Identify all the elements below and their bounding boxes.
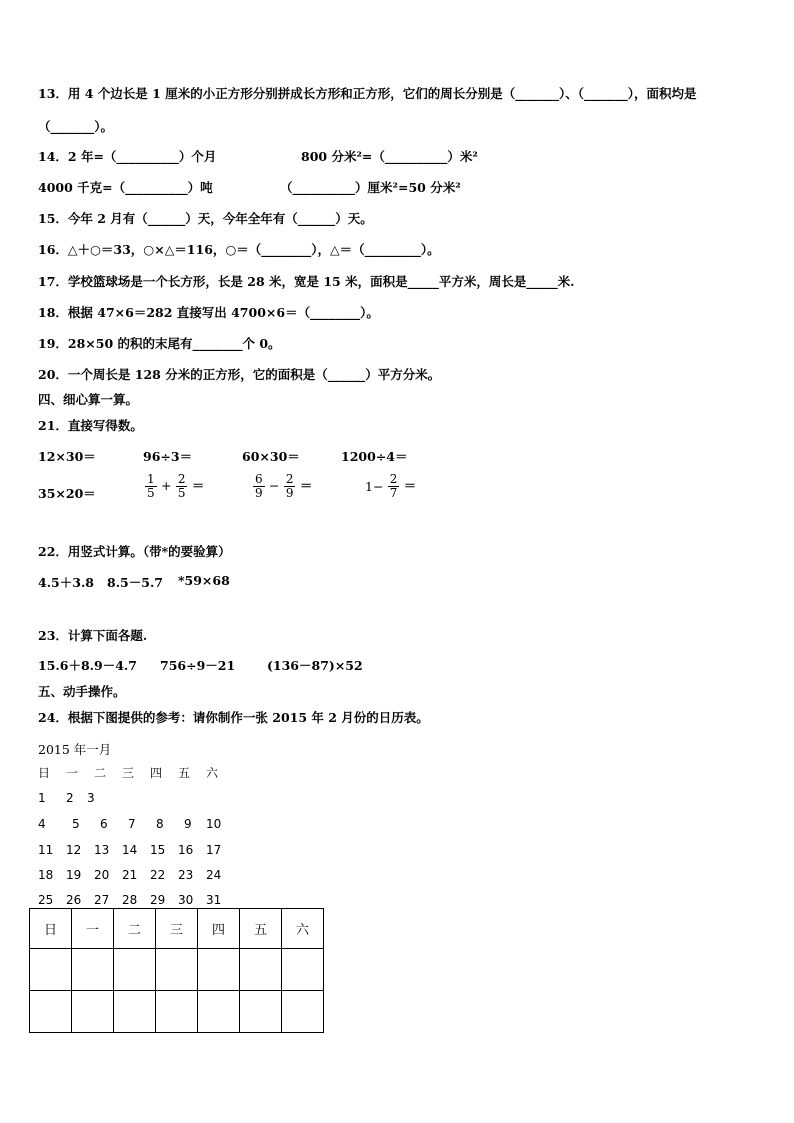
q21-item-2: 96÷3＝ <box>143 449 193 464</box>
q21-item-5: 35×20＝ <box>38 486 96 501</box>
question-15: 15．今年 2 月有（______）天，今年全年有（______）天。 <box>38 211 373 226</box>
calendar-day: 25 <box>38 893 54 907</box>
question-22-title: 22．用竖式计算。（带*的要验算） <box>38 544 231 559</box>
calendar-day: 2 <box>66 791 74 805</box>
q21-fraction-sum: $\frac{1}{5}$ + $\frac{2}{5}$ ＝ <box>147 472 205 500</box>
fraction-1-5: $\frac{1}{5}$ <box>147 472 155 500</box>
blank-cell[interactable] <box>282 991 324 1033</box>
calendar-day: 31 <box>206 893 222 907</box>
q22-item-1: 4.5＋3.8 <box>38 575 94 590</box>
weekday-sun: 日 <box>38 766 51 780</box>
calendar-day: 29 <box>150 893 166 907</box>
fraction-2-7: $\frac{2}{7}$ <box>389 472 398 500</box>
question-13-line1: 13．用 4 个边长是 1 厘米的小正方形分别拼成长方形和正方形，它们的周长分别是（_______）、（_______），面积均是 <box>38 86 697 101</box>
calendar-day: 20 <box>94 868 110 882</box>
blank-cell[interactable] <box>156 949 198 991</box>
header-tue: 二 <box>114 909 156 949</box>
blank-cell[interactable] <box>198 949 240 991</box>
q21-item-4: 1200÷4＝ <box>341 449 408 464</box>
fraction-2-5: $\frac{2}{5}$ <box>177 472 186 500</box>
calendar-day: 11 <box>38 843 54 857</box>
header-sun: 日 <box>30 909 72 949</box>
blank-cell[interactable] <box>240 949 282 991</box>
header-thu: 四 <box>198 909 240 949</box>
question-14-dm2-m2: 800 分米²=（__________）米² <box>301 149 478 164</box>
q23-item-2: 756÷9－21 <box>160 658 236 673</box>
calendar-day: 8 <box>156 817 164 831</box>
fraction-6-9: $\frac{6}{9}$ <box>255 472 263 500</box>
calendar-day: 3 <box>87 791 95 805</box>
question-19: 19．28×50 的积的末尾有________个 0。 <box>38 336 281 351</box>
calendar-day: 13 <box>94 843 110 857</box>
blank-cell[interactable] <box>156 991 198 1033</box>
calendar-day: 23 <box>178 868 194 882</box>
question-23-title: 23．计算下面各题. <box>38 628 148 643</box>
question-13-line2: （_______）。 <box>38 119 114 134</box>
header-mon: 一 <box>72 909 114 949</box>
question-24-title: 24．根据下图提供的参考：请你制作一张 2015 年 2 月份的日历表。 <box>38 710 429 725</box>
weekday-wed: 三 <box>122 766 135 780</box>
calendar-day: 7 <box>128 817 136 831</box>
blank-cell[interactable] <box>114 949 156 991</box>
calendar-table-header <box>30 909 324 949</box>
blank-cell[interactable] <box>72 991 114 1033</box>
calendar-day: 16 <box>178 843 194 857</box>
calendar-day: 30 <box>178 893 194 907</box>
calendar-day: 28 <box>122 893 138 907</box>
question-14-years-months: 14．2 年=（__________）个月 <box>38 149 217 164</box>
header-fri: 五 <box>240 909 282 949</box>
calendar-day: 4 <box>38 817 46 831</box>
calendar-day: 14 <box>122 843 138 857</box>
section-4-heading: 四、细心算一算。 <box>38 392 139 407</box>
blank-cell[interactable] <box>240 991 282 1033</box>
calendar-day: 26 <box>66 893 82 907</box>
q21-item-3: 60×30＝ <box>242 449 300 464</box>
table-row <box>30 991 324 1033</box>
calendar-day: 10 <box>206 817 222 831</box>
header-sat: 六 <box>282 909 324 949</box>
question-16: 16．△＋○＝33，○×△＝116，○＝（________），△＝（_________）。 <box>38 242 440 257</box>
q23-item-1: 15.6＋8.9－4.7 <box>38 658 137 673</box>
calendar-day: 5 <box>72 817 80 831</box>
blank-cell[interactable] <box>30 991 72 1033</box>
february-calendar-table <box>29 908 324 1033</box>
question-21-title: 21．直接写得数。 <box>38 418 143 433</box>
weekday-fri: 五 <box>178 766 191 780</box>
calendar-day: 12 <box>66 843 82 857</box>
blank-cell[interactable] <box>198 991 240 1033</box>
q21-whole-minus-fraction: 1− $\frac{2}{7}$ ＝ <box>365 472 417 500</box>
calendar-day: 1 <box>38 791 46 805</box>
calendar-month-title: 2015 年一月 <box>38 742 112 757</box>
question-20: 20．一个周长是 128 分米的正方形，它的面积是（______）平方分米。 <box>38 367 441 382</box>
q22-item-2: 8.5－5.7 <box>107 575 163 590</box>
blank-cell[interactable] <box>114 991 156 1033</box>
calendar-day: 9 <box>184 817 192 831</box>
calendar-day: 18 <box>38 868 54 882</box>
q23-item-3: (136－87)×52 <box>267 658 363 673</box>
blank-cell[interactable] <box>282 949 324 991</box>
calendar-day: 15 <box>150 843 166 857</box>
calendar-day: 19 <box>66 868 82 882</box>
question-14-kg-ton: 4000 千克=（__________）吨 <box>38 180 213 195</box>
calendar-day: 22 <box>150 868 166 882</box>
calendar-day: 27 <box>94 893 110 907</box>
question-17: 17．学校篮球场是一个长方形，长是 28 米，宽是 15 米，面积是_____平方米，周长是_____米. <box>38 274 575 289</box>
fraction-2-9: $\frac{2}{9}$ <box>285 472 294 500</box>
blank-cell[interactable] <box>30 949 72 991</box>
weekday-thu: 四 <box>150 766 163 780</box>
blank-cell[interactable] <box>72 949 114 991</box>
header-wed: 三 <box>156 909 198 949</box>
q22-item-3: *59×68 <box>178 573 230 588</box>
calendar-day: 21 <box>122 868 138 882</box>
q21-item-1: 12×30＝ <box>38 449 96 464</box>
section-5-heading: 五、动手操作。 <box>38 684 126 699</box>
q21-fraction-diff: $\frac{6}{9}$ − $\frac{2}{9}$ ＝ <box>255 472 313 500</box>
question-14-cm2-dm2: （__________）厘米²=50 分米² <box>280 180 461 195</box>
question-18: 18．根据 47×6＝282 直接写出 4700×6＝（________）。 <box>38 305 379 320</box>
weekday-tue: 二 <box>94 766 107 780</box>
table-row <box>30 949 324 991</box>
calendar-day: 17 <box>206 843 222 857</box>
calendar-day: 24 <box>206 868 222 882</box>
weekday-mon: 一 <box>66 766 79 780</box>
calendar-day: 6 <box>100 817 108 831</box>
weekday-sat: 六 <box>206 766 219 780</box>
